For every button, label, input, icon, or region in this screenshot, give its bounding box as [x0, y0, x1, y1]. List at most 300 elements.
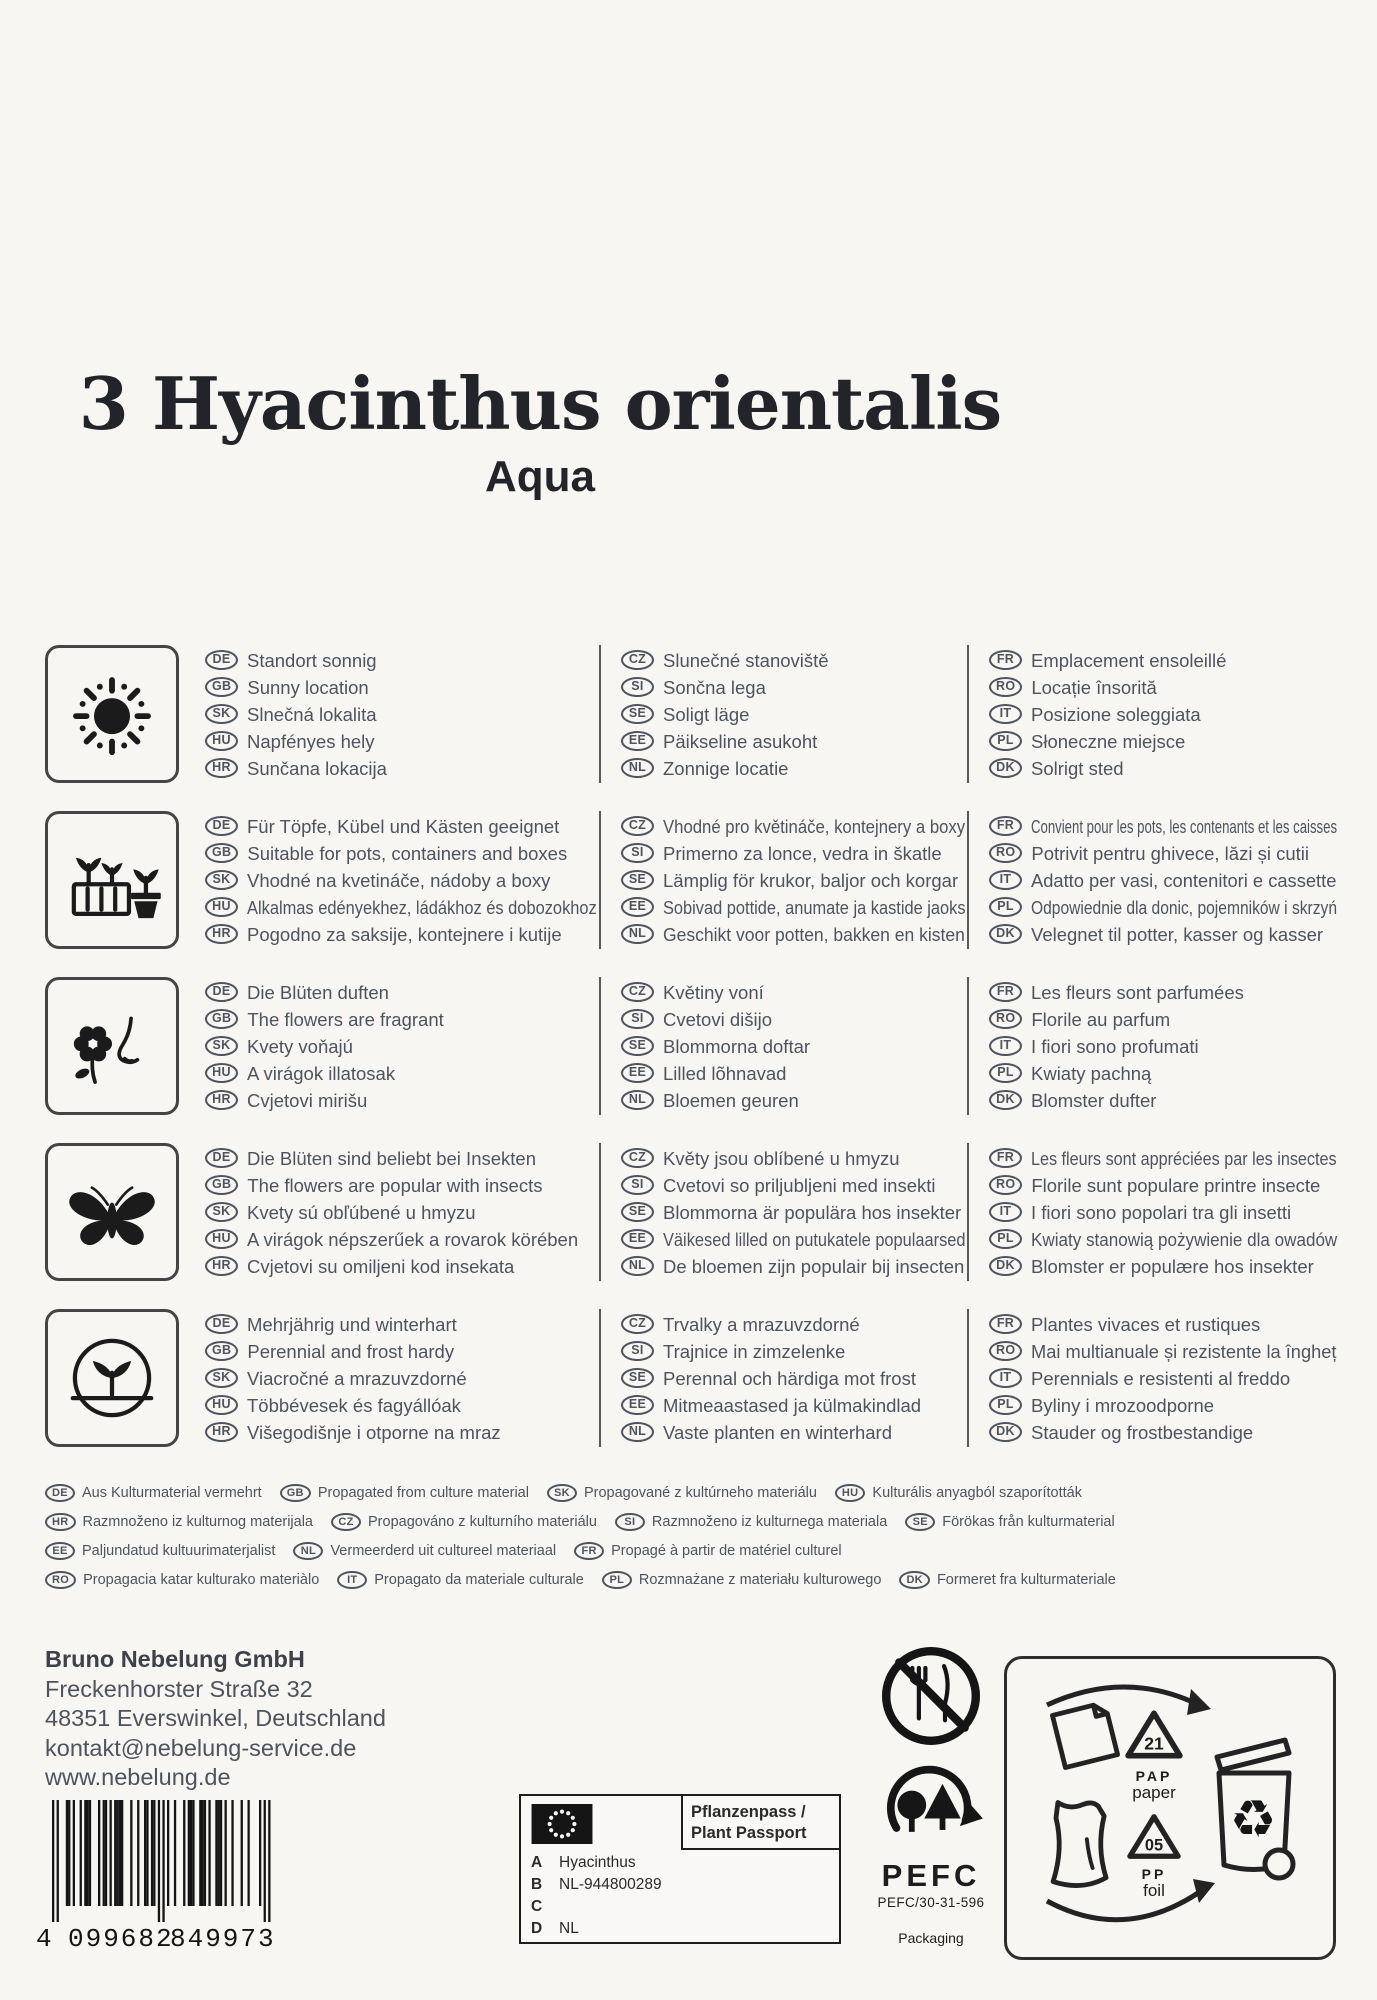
- feature-text: Byliny i mrozoodporne: [1031, 1394, 1215, 1416]
- feature-text: Perennials e resistenti al freddo: [1031, 1367, 1291, 1389]
- language-badge: IT: [989, 704, 1022, 724]
- feature-text-line: [205, 1006, 599, 1033]
- feature-text-line: [989, 647, 1339, 674]
- feature-text: Blomster dufter: [1031, 1089, 1157, 1111]
- feature-text: Geschikt voor potten, bakken en kisten: [663, 923, 965, 945]
- company-name: Bruno Nebelung GmbH: [45, 1646, 305, 1672]
- propagation-item: [835, 1484, 1082, 1502]
- language-badge: CZ: [621, 1148, 654, 1168]
- feature-text: Květiny voní: [663, 981, 764, 1003]
- pp-material-label: PP foil: [1141, 1866, 1167, 1901]
- feature-text-line: [621, 728, 967, 755]
- feature-text-line: [989, 1392, 1339, 1419]
- propagation-item: [337, 1571, 584, 1589]
- language-badge: SK: [205, 1202, 238, 1222]
- feature-text: Suitable for pots, containers and boxes: [247, 842, 568, 864]
- language-badge: SE: [621, 1202, 654, 1222]
- pefc-block: [856, 1640, 1006, 1946]
- language-column: [967, 977, 1339, 1115]
- propagation-text: Kulturális anyagból szaporították: [872, 1485, 1082, 1501]
- feature-text: Perennial and frost hardy: [247, 1340, 455, 1362]
- language-badge: EE: [621, 1229, 654, 1249]
- passport-header: [521, 1796, 839, 1850]
- language-badge: DK: [989, 1422, 1022, 1442]
- propagation-text: Propagované z kultúrneho materiálu: [583, 1485, 817, 1501]
- language-badge: FR: [574, 1542, 604, 1560]
- language-column: [599, 1143, 967, 1281]
- feature-text-line: [205, 755, 599, 782]
- company-address-line1: Freckenhorster Straße 32: [45, 1675, 313, 1702]
- language-badge: SI: [615, 1513, 645, 1531]
- feature-text-line: [621, 1145, 967, 1172]
- language-badge: GB: [205, 677, 238, 697]
- propagation-item: [547, 1484, 817, 1502]
- language-badge: DE: [205, 1148, 238, 1168]
- feature-text: Cvetovi so priljubljeni med insekti: [663, 1174, 936, 1196]
- language-badge: HU: [205, 1229, 238, 1249]
- language-column: [179, 645, 599, 783]
- language-column: [179, 1309, 599, 1447]
- feature-text-line: [621, 674, 967, 701]
- feature-text-line: [989, 921, 1339, 948]
- feature-text: Mai multianuale și rezistente la îngheț: [1031, 1340, 1337, 1362]
- language-badge: GB: [205, 843, 238, 863]
- feature-text-line: [989, 1087, 1339, 1114]
- propagation-text: Razmnoženo iz kulturnog materijala: [82, 1514, 313, 1530]
- plant-passport-box: [519, 1794, 841, 1944]
- propagation-line: [45, 1484, 1339, 1502]
- eu-flag-icon: [531, 1804, 593, 1844]
- feature-text: Plantes vivaces et rustiques: [1031, 1313, 1261, 1335]
- language-badge: NL: [621, 924, 654, 944]
- propagation-text: Propagováno z kulturního materiálu: [368, 1514, 597, 1530]
- language-column: [967, 811, 1339, 949]
- feature-text: Cvjetovi su omiljeni kod insekata: [247, 1255, 515, 1277]
- feature-text: Többévesek és fagyállóak: [247, 1394, 461, 1416]
- propagation-text: Förökas från kulturmaterial: [942, 1514, 1115, 1530]
- language-badge: CZ: [331, 1513, 361, 1531]
- feature-text: Cvetovi dišijo: [663, 1008, 772, 1030]
- language-badge: SK: [205, 870, 238, 890]
- feature-text-line: [989, 701, 1339, 728]
- pap-material-label: PAP paper: [1132, 1768, 1176, 1803]
- feature-text: Velegnet til potter, kasser og kasser: [1031, 923, 1324, 945]
- pefc-logo-icon: [872, 1757, 990, 1853]
- company-address-line2: 48351 Everswinkel, Deutschland: [45, 1705, 386, 1731]
- language-badge: SE: [905, 1513, 935, 1531]
- language-badge: FR: [989, 1314, 1022, 1334]
- feature-text: Pogodno za saksije, kontejnere i kutije: [247, 923, 562, 945]
- propagation-item: [905, 1513, 1114, 1531]
- language-badge: NL: [621, 1256, 654, 1276]
- language-badge: EE: [621, 1063, 654, 1083]
- feature-text: Die Blüten duften: [247, 981, 389, 1003]
- feature-text-line: [621, 1338, 967, 1365]
- company-block: [45, 1645, 386, 1793]
- feature-text-line: [621, 1253, 967, 1280]
- feature-text-line: [989, 1365, 1339, 1392]
- propagation-line: [45, 1571, 1339, 1589]
- language-badge: FR: [989, 982, 1022, 1002]
- ean-barcode: [36, 1800, 284, 1957]
- language-badge: FR: [989, 1148, 1022, 1168]
- language-badge: RO: [989, 1009, 1022, 1029]
- language-badge: IT: [989, 1368, 1022, 1388]
- svg-text:05: 05: [1144, 1836, 1164, 1855]
- feature-text-line: [621, 1172, 967, 1199]
- feature-text-line: [989, 1419, 1339, 1446]
- feature-text: Cvjetovi mirišu: [247, 1089, 368, 1111]
- language-badge: EE: [45, 1542, 75, 1560]
- sun-icon: [45, 645, 179, 783]
- feature-text: Blommorna doftar: [663, 1035, 811, 1057]
- language-badge: CZ: [621, 650, 654, 670]
- propagation-item: [331, 1513, 597, 1531]
- language-badge: SI: [621, 843, 654, 863]
- language-badge: SK: [547, 1484, 577, 1502]
- language-badge: HR: [205, 1422, 238, 1442]
- company-website: www.nebelung.de: [45, 1764, 231, 1790]
- feature-text: Višegodišnje i otporne na mraz: [247, 1421, 501, 1443]
- barcode-digits: 4: [36, 1924, 54, 1952]
- feature-text-line: [621, 921, 967, 948]
- passport-title: [681, 1796, 839, 1850]
- language-badge: HR: [205, 1090, 238, 1110]
- feature-text-line: [621, 1006, 967, 1033]
- language-badge: CZ: [621, 1314, 654, 1334]
- propagation-item: [602, 1571, 882, 1589]
- feature-text-line: [205, 1145, 599, 1172]
- language-column: [599, 977, 967, 1115]
- passport-title-line1: Pflanzenpass /: [691, 1803, 806, 1821]
- feature-rows: [45, 645, 1339, 1447]
- language-badge: SI: [621, 1009, 654, 1029]
- language-badge: IT: [989, 1202, 1022, 1222]
- feature-text-line: [621, 979, 967, 1006]
- propagation-line: [45, 1513, 1339, 1531]
- language-badge: DK: [989, 924, 1022, 944]
- language-badge: HU: [835, 1484, 866, 1502]
- language-badge: EE: [621, 897, 654, 917]
- feature-text-line: [989, 979, 1339, 1006]
- feature-text-line: [205, 647, 599, 674]
- feature-text: Perennal och härdiga mot frost: [663, 1367, 916, 1389]
- feature-text-line: [205, 1311, 599, 1338]
- feature-text: I fiori sono popolari tra gli insetti: [1031, 1201, 1292, 1223]
- recycle-triangle-21-icon: [1123, 1707, 1185, 1763]
- feature-text-line: [205, 1172, 599, 1199]
- barcode-digits: 849973: [170, 1924, 276, 1952]
- propagation-item: [899, 1571, 1115, 1589]
- feature-text-line: [621, 1087, 967, 1114]
- feature-row: [45, 1309, 1339, 1447]
- feature-text: Trajnice in zimzelenke: [663, 1340, 846, 1362]
- propagation-text: Propagated from culture material: [317, 1485, 529, 1501]
- language-badge: HR: [205, 1256, 238, 1276]
- pefc-license: PEFC/30-31-596: [877, 1895, 985, 1910]
- language-badge: RO: [989, 1175, 1022, 1195]
- language-badge: NL: [621, 1422, 654, 1442]
- language-badge: SE: [621, 870, 654, 890]
- language-badge: CZ: [621, 816, 654, 836]
- propagation-item: [45, 1571, 319, 1589]
- propagation-item: [45, 1513, 313, 1531]
- feature-text: The flowers are fragrant: [247, 1008, 444, 1030]
- language-badge: IT: [337, 1571, 367, 1589]
- passport-fields: [521, 1850, 839, 1940]
- feature-text: Kvety sú obľúbené u hmyzu: [247, 1201, 476, 1223]
- language-badge: RO: [45, 1571, 76, 1589]
- no-cutlery-icon: [875, 1640, 987, 1752]
- language-badge: RO: [989, 843, 1022, 863]
- language-badge: HU: [205, 1063, 238, 1083]
- language-badge: CZ: [621, 982, 654, 1002]
- feature-text-line: [205, 1087, 599, 1114]
- language-column: [967, 645, 1339, 783]
- language-badge: FR: [989, 816, 1022, 836]
- propagation-item: [280, 1484, 529, 1502]
- feature-text-line: [205, 728, 599, 755]
- language-badge: SI: [621, 677, 654, 697]
- title-block: [0, 361, 1080, 502]
- feature-text-line: [621, 1226, 967, 1253]
- feature-text-line: [989, 728, 1339, 755]
- language-badge: SK: [205, 1036, 238, 1056]
- feature-text: Zonnige locatie: [663, 757, 789, 779]
- feature-text-line: [205, 1419, 599, 1446]
- language-badge: SI: [621, 1175, 654, 1195]
- feature-text-line: [621, 840, 967, 867]
- language-badge: GB: [205, 1175, 238, 1195]
- language-badge: GB: [280, 1484, 311, 1502]
- feature-text: Stauder og frostbestandige: [1031, 1421, 1254, 1443]
- feature-text-line: [989, 894, 1339, 921]
- language-badge: SE: [621, 1368, 654, 1388]
- language-badge: DE: [205, 982, 238, 1002]
- feature-text: Sunčana lokacija: [247, 757, 387, 779]
- propagation-item: [615, 1513, 887, 1531]
- feature-text-line: [989, 1338, 1339, 1365]
- language-badge: FR: [989, 650, 1022, 670]
- waste-bin-icon: [1199, 1725, 1309, 1885]
- passport-field-c: C: [531, 1898, 543, 1915]
- feature-text: De bloemen zijn populair bij insecten: [663, 1255, 965, 1277]
- feature-text: Solrigt sted: [1031, 757, 1124, 779]
- feature-text: Odpowiednie dla donic, pojemników i skrzyń: [1031, 896, 1338, 918]
- language-badge: PL: [989, 1395, 1022, 1415]
- feature-text: Florile au parfum: [1031, 1008, 1171, 1030]
- propagation-line: [45, 1542, 1339, 1560]
- feature-text-line: [621, 1199, 967, 1226]
- feature-text-line: [205, 1226, 599, 1253]
- language-badge: EE: [621, 731, 654, 751]
- passport-field-b: B NL-944800289: [531, 1876, 662, 1893]
- language-badge: DK: [989, 758, 1022, 778]
- propagation-text: Formeret fra kulturmateriale: [936, 1572, 1116, 1588]
- feature-text: Vhodné na kvetináče, nádoby a boxy: [247, 869, 551, 891]
- feature-text-line: [621, 1419, 967, 1446]
- feature-text: Les fleurs sont appréciées par les insectes: [1031, 1147, 1337, 1169]
- language-badge: NL: [293, 1542, 323, 1560]
- feature-text-line: [989, 755, 1339, 782]
- sun-icon: [59, 661, 165, 767]
- feature-text: Mehrjährig und winterhart: [247, 1313, 457, 1335]
- feature-text-line: [621, 1365, 967, 1392]
- recycle-triangle-05-icon: [1125, 1811, 1183, 1863]
- language-badge: PL: [989, 1063, 1022, 1083]
- language-column: [967, 1309, 1339, 1447]
- language-badge: DE: [205, 1314, 238, 1334]
- feature-text: Convient pour les pots, les contenants et les caisses: [1031, 815, 1338, 837]
- propagation-item: [574, 1542, 842, 1560]
- feature-text: Soligt läge: [663, 703, 750, 725]
- pefc-name: PEFC: [881, 1858, 981, 1893]
- feature-text-line: [989, 1006, 1339, 1033]
- feature-text: Emplacement ensoleillé: [1031, 649, 1227, 671]
- language-badge: IT: [989, 870, 1022, 890]
- svg-text:21: 21: [1144, 1733, 1164, 1754]
- language-badge: GB: [205, 1341, 238, 1361]
- feature-text: Viacročné a mrazuvzdorné: [247, 1367, 467, 1389]
- feature-text-line: [205, 1338, 599, 1365]
- feature-text: Kvety voňajú: [247, 1035, 353, 1057]
- feature-text: Florile sunt populare printre insecte: [1031, 1174, 1321, 1196]
- propagation-text: Propagacia katar kulturako materiàlo: [83, 1572, 320, 1588]
- feature-text-line: [621, 894, 967, 921]
- language-badge: EE: [621, 1395, 654, 1415]
- language-column: [599, 811, 967, 949]
- language-column: [599, 1309, 967, 1447]
- feature-row: [45, 811, 1339, 949]
- recycling-box: [1004, 1656, 1336, 1960]
- feature-text: Napfényes hely: [247, 730, 375, 752]
- feature-text-line: [205, 1060, 599, 1087]
- feature-text-line: [621, 1311, 967, 1338]
- feature-text: Blomster er populære hos insekter: [1031, 1255, 1314, 1277]
- language-badge: PL: [989, 1229, 1022, 1249]
- language-badge: HU: [205, 897, 238, 917]
- feature-text-line: [989, 840, 1339, 867]
- feature-row: [45, 1143, 1339, 1281]
- language-badge: DE: [205, 816, 238, 836]
- language-badge: DE: [205, 650, 238, 670]
- feature-text: Primerno za lonce, vedra in škatle: [663, 842, 942, 864]
- propagation-text: Aus Kulturmaterial vermehrt: [82, 1485, 262, 1501]
- feature-text: Les fleurs sont parfumées: [1031, 981, 1244, 1003]
- feature-text-line: [989, 1145, 1339, 1172]
- feature-text: The flowers are popular with insects: [247, 1174, 543, 1196]
- pots-icon: [45, 811, 179, 949]
- language-badge: PL: [989, 731, 1022, 751]
- feature-text-line: [205, 674, 599, 701]
- feature-text-line: [989, 674, 1339, 701]
- feature-text: Blommorna är populära hos insekter: [663, 1201, 962, 1223]
- feature-text-line: [205, 1365, 599, 1392]
- language-column: [967, 1143, 1339, 1281]
- feature-row: [45, 645, 1339, 783]
- feature-text: Sunny location: [247, 676, 369, 698]
- fragrance-icon: [59, 993, 165, 1099]
- hardy-icon: [45, 1309, 179, 1447]
- feature-text: A virágok népszerűek a rovarok körében: [247, 1228, 579, 1250]
- feature-text: Für Töpfe, Kübel und Kästen geeignet: [247, 815, 560, 837]
- passport-field-a: A Hyacinthus: [531, 1854, 636, 1871]
- feature-text: Lämplig för krukor, baljor och korgar: [663, 869, 959, 891]
- pots-icon: [59, 827, 165, 933]
- language-badge: SK: [205, 704, 238, 724]
- feature-text-line: [205, 1033, 599, 1060]
- language-badge: HR: [205, 924, 238, 944]
- feature-text: I fiori sono profumati: [1031, 1035, 1199, 1057]
- feature-text-line: [621, 701, 967, 728]
- passport-field-d: D NL: [531, 1920, 579, 1937]
- propagation-item: [293, 1542, 556, 1560]
- feature-text-line: [205, 979, 599, 1006]
- feature-text-line: [989, 1199, 1339, 1226]
- language-column: [179, 1143, 599, 1281]
- feature-text-line: [989, 1253, 1339, 1280]
- feature-text: Päikseline asukoht: [663, 730, 818, 752]
- fragrance-icon: [45, 977, 179, 1115]
- feature-text: Mitmeaastased ja külmakindlad: [663, 1394, 922, 1416]
- language-badge: SE: [621, 704, 654, 724]
- language-badge: GB: [205, 1009, 238, 1029]
- language-column: [599, 645, 967, 783]
- language-badge: DE: [45, 1484, 75, 1502]
- language-badge: SK: [205, 1368, 238, 1388]
- propagation-text: Rozmnażane z materiału kulturowego: [638, 1572, 882, 1588]
- feature-text: Kwiaty pachną: [1031, 1062, 1152, 1084]
- feature-text-line: [989, 1226, 1339, 1253]
- feature-text-line: [621, 755, 967, 782]
- language-badge: HU: [205, 731, 238, 751]
- feature-text: Alkalmas edényekhez, ládákhoz és dobozokhoz: [247, 896, 597, 918]
- language-badge: RO: [989, 1341, 1022, 1361]
- language-badge: HU: [205, 1395, 238, 1415]
- feature-text: Kwiaty stanowią pożywienie dla owadów: [1031, 1228, 1338, 1250]
- feature-text-line: [621, 647, 967, 674]
- page-title: 3 Hyacinthus orientalis: [78, 361, 1002, 446]
- feature-text: Slnečná lokalita: [247, 703, 377, 725]
- feature-text-line: [989, 1033, 1339, 1060]
- feature-text-line: [205, 894, 599, 921]
- propagation-text: Vermeerderd uit cultureel materiaal: [330, 1543, 557, 1559]
- language-badge: DK: [899, 1571, 930, 1589]
- feature-text-line: [205, 1253, 599, 1280]
- language-badge: HR: [45, 1513, 76, 1531]
- feature-text: Vaste planten en winterhard: [663, 1421, 893, 1443]
- propagation-text: Razmnoženo iz kulturnega materiala: [651, 1514, 888, 1530]
- language-badge: DK: [989, 1256, 1022, 1276]
- propagation-text: Propagato da materiale culturale: [374, 1572, 584, 1588]
- feature-text: Die Blüten sind beliebt bei Insekten: [247, 1147, 536, 1169]
- propagation-text: Propagé à partir de matériel culturel: [611, 1543, 842, 1559]
- feature-text: Květy jsou oblíbené u hmyzu: [663, 1147, 900, 1169]
- feature-text-line: [621, 1033, 967, 1060]
- feature-text-line: [205, 1392, 599, 1419]
- language-badge: PL: [989, 897, 1022, 917]
- feature-text-line: [989, 867, 1339, 894]
- propagation-text: Paljundatud kultuurimaterjalist: [82, 1543, 276, 1559]
- feature-text: Locație însorită: [1031, 676, 1157, 698]
- product-variant: Aqua: [485, 451, 595, 501]
- feature-text-line: [989, 1172, 1339, 1199]
- barcode-digits: 099682: [68, 1924, 174, 1952]
- feature-text: Lilled lõhnavad: [663, 1062, 787, 1084]
- language-badge: DK: [989, 1090, 1022, 1110]
- feature-text-line: [205, 813, 599, 840]
- feature-text: Standort sonnig: [247, 649, 377, 671]
